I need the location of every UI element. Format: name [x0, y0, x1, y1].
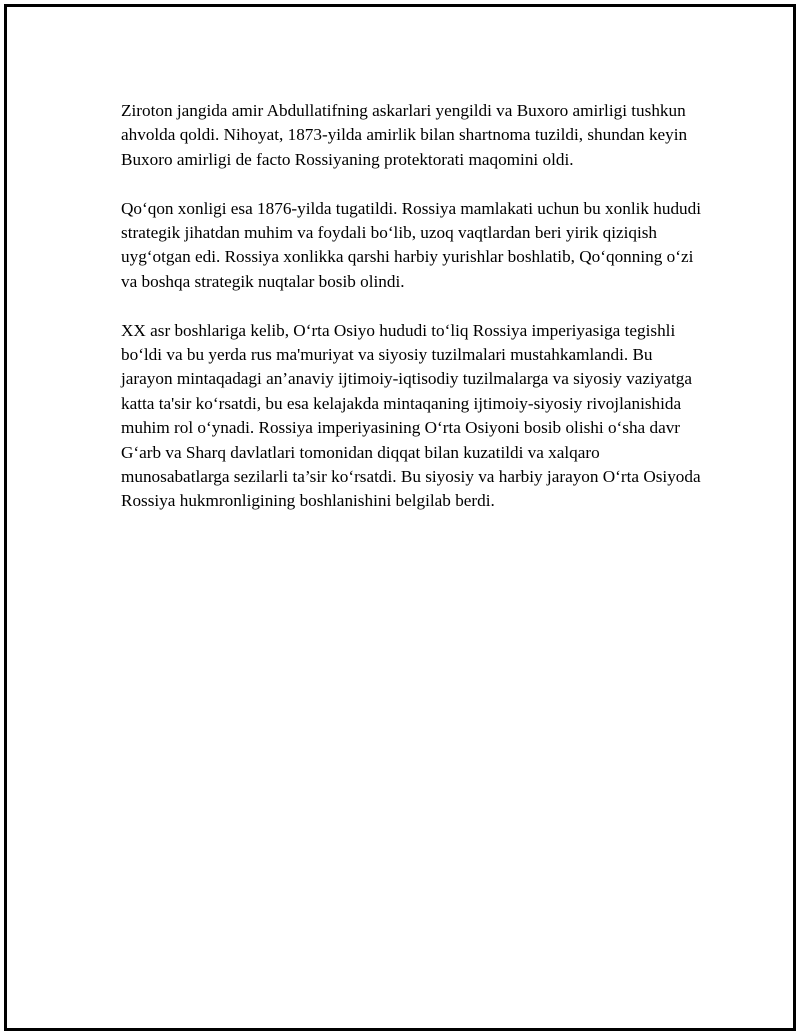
paragraph-1: Ziroton jangida amir Abdullatifning askarlari yengildi va Buxoro amirligi tushkun ahvolda qoldi. Nihoyat, 1873-yilda amirlik bilan shartnoma tuzildi, shundan keyin Buxoro amirligi de facto Rossiyaning protektorati maqomini oldi. — [121, 101, 688, 169]
paragraph-2: Qo‘qon xonligi esa 1876-yilda tugatildi. Rossiya mamlakati uchun bu xonlik hududi strategik jihatdan muhim va foydali bo‘lib, uzoq vaqtlardan beri yirik qiziqish uyg‘otgan edi. Rossiya xonlikka qarshi harbiy yurishlar boshlatib, Qo‘qonning o‘zi va boshqa strategik nuqtalar bosib olindi. — [121, 198, 702, 291]
document-body — [121, 99, 701, 538]
paragraph-3: XX asr boshlariga kelib, O‘rta Osiyo hududi to‘liq Rossiya imperiyasiga tegishli bo‘ldi va bu yerda rus ma'muriyat va siyosiy tuzilmalari mustahkamlandi. Bu jarayon mintaqadagi an’anaviy ijtimoiy-iqtisodiy tuzilmalarga va siyosiy vaziyatga katta ta'sir ko‘rsatdi, bu esa kelajakda mintaqaning ijtimoiy-siyosiy rivojlanishida muhim rol o‘ynadi. Rossiya imperiyasining O‘rta Osiyoni bosib olishi o‘sha davr G‘arb va Sharq davlatlari tomonidan diqqat bilan kuzatildi va xalqaro munosabatlarga sezilarli ta’sir ko‘rsatdi. Bu siyosiy va harbiy jarayon O‘rta Osiyoda Rossiya hukmronligining boshlanishini belgilab berdi. — [121, 320, 701, 511]
page-frame — [4, 4, 796, 1031]
